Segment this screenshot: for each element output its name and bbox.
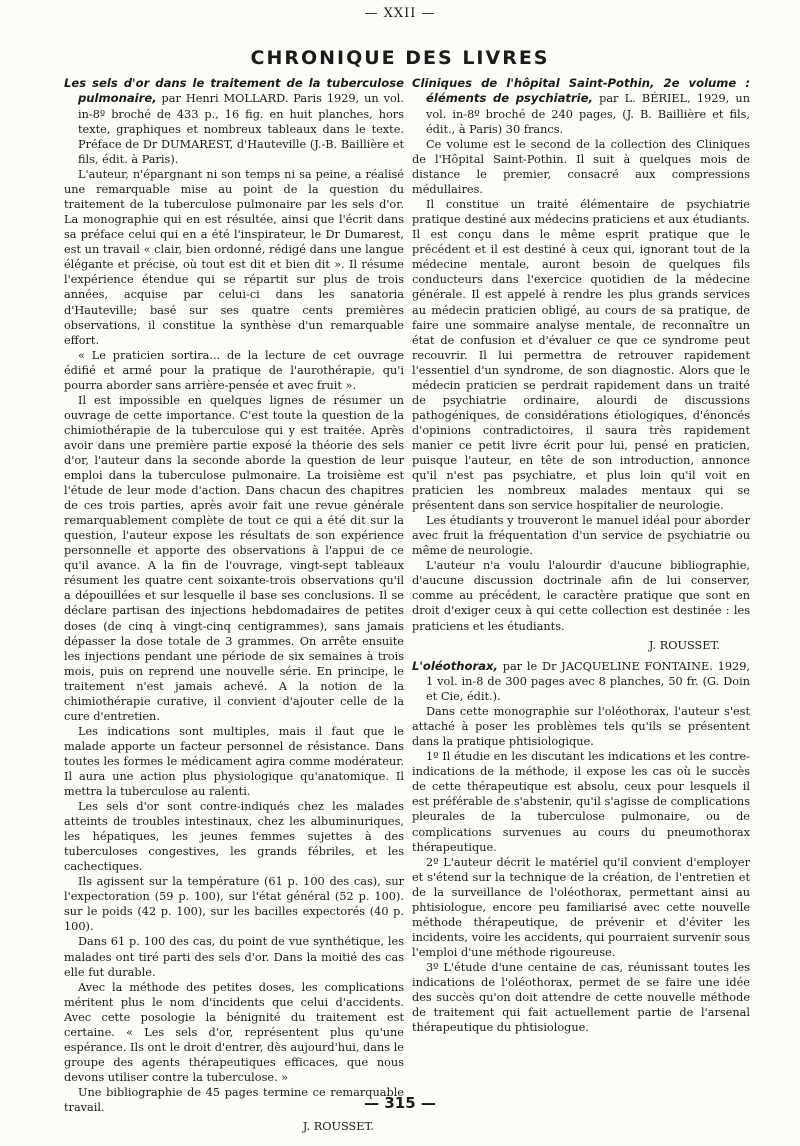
review-entry-saint-pothin bbox=[412, 76, 750, 137]
paragraph: Les sels d'or sont contre-indiqués chez les malades atteints de troubles intestinaux, chez les albuminuriques, les hépatiques, les jeunes femmes sujettes à des tuberculoses congestives, les grands fébriles, et les cachectiques. bbox=[64, 800, 404, 874]
paragraph: 1º Il étudie en les discutant les indications et les contre-indications de la méthode, il expose les cas où le succès de cette thérapeutique est absolu, ceux pour lesquels il est préférable de s'abstenir, qu'il s'agisse de complications pleurales de la tuberculose pulmonaire, ou de complications survenues au cours du pneumothorax thérapeutique. bbox=[412, 750, 750, 854]
left-column bbox=[64, 76, 404, 1134]
paragraph: Dans 61 p. 100 des cas, du point de vue synthétique, les malades ont tiré parti des sels d'or. Dans la moitié des cas elle fut durable. bbox=[64, 935, 404, 979]
paragraph: Ce volume est le second de la collection des Cliniques de l'Hôpital Saint-Pothin. Il suit à quelques mois de distance le premier, consacré aux compressions médullaires. bbox=[412, 138, 750, 197]
right-column bbox=[412, 76, 750, 1035]
review-entry-sels-dor bbox=[64, 76, 404, 167]
reviewer-signature: J. ROUSSET. bbox=[648, 638, 720, 652]
paragraph: L'auteur n'a voulu l'alourdir d'aucune bibliographie, d'aucune discussion doctrinale afin de lui conserver, comme au précédent, le caractère pratique que sont en droit d'exiger ceux à qui cette collection est destinée : les praticiens et les étudiants. bbox=[412, 559, 750, 633]
paragraph: Il est impossible en quelques lignes de résumer un ouvrage de cette importance. C'est toute la question de la chimiothérapie de la tuberculose qui y est traitée. Après avoir dans une première partie exposé la théorie des sels d'or, l'auteur dans la seconde aborde la question de leur emploi dans la tuberculose pulmonaire. La troisième est l'étude de leur mode d'action. Dans chacun des chapitres de ces trois parties, après avoir fait une revue générale remarquablement complète de tout ce qui a été dit sur la question, l'auteur expose les résultats de son expérience personnelle et apporte des observations à l'appui de ce qu'il avance. A la fin de l'ouvrage, vingt-sept tableaux résument les quatre cent soixante-trois observations qu'il a dépouillées et sur lesquelle il base ses conclusions. Il se déclare partisan des injections hebdomadaires de petites doses (de cinq à vingt-cinq centigrammes), sans jamais dépasser la dose totale de 3 grammes. On arrête ensuite les injections pendant une période de six semaines à trois mois, puis on reprend une nouvelle série. En principe, le traitement n'est jamais achevé. A la notion de la chimiothérapie curative, il convient d'ajouter celle de la cure d'entretien. bbox=[64, 393, 404, 723]
reviewer-signature: J. ROUSSET. bbox=[302, 1120, 374, 1134]
paragraph: L'auteur, n'épargnant ni son temps ni sa peine, a réalisé une remarquable mise au point de la question du traitement de la tuberculose pulmonaire par les sels d'or. La monographie qui en est résultée, ainsi que l'écrit dans sa préface celui qui en a été l'inspirateur, le Dr Dumarest, est un travail « clair, bien ordonné, rédigé dans une langue élégante et précise, où tout est dit et bien dit ». Il résume l'expérience étendue qui se répartit sur plus de trois années, acquise par celui-ci dans les sanatoria d'Hauteville; basé sur ses quatre cents premières observations, il constitue la synthèse d'un remarquable effort. bbox=[64, 168, 404, 347]
paragraph: 2º L'auteur décrit le matériel qu'il convient d'employer et s'étend sur la technique de la création, de l'entretien et de la surveillance de l'oléothorax, permettant ainsi au phtisiologue, encore peu familiarisé avec cette nouvelle méthode thérapeutique, de prévenir et d'éviter les incidents, voire les accidents, qui pourraient survenir sous l'emploi d'une méthode rigoureuse. bbox=[412, 855, 750, 959]
paragraph: Il constitue un traité élémentaire de psychiatrie pratique destiné aux médecins praticiens et aux étudiants. Il est conçu dans le même esprit pratique que le précédent et il est destiné à ceux qui, ignorant tout de la médecine mentale, auront besoin de quelques fils conducteurs dans l'exercice quotidien de la médecine générale. Il est appelé à rendre les plus grands services au médecin praticien obligé, au cours de sa pratique, de faire une sommaire analyse mentale, de reconnaître un état de confusion et d'évaluer ce que ce syndrome peut recouvrir. Il lui permettra de retrouver rapidement l'essentiel d'un syndrome, de son diagnostic. Alors que le médecin praticien se perdrait rapidement dans un traité de psychiatrie ordinaire, alourdi de discussions pathogéniques, de considérations étiologiques, d'énoncés d'opinions contradictoires, il saura très rapidement manier ce petit livre écrit pour lui, pensé en praticien, puisque l'auteur, en tête de son introduction, annonce qu'il n'est pas psychiatre, et plus loin qu'il voit en praticien les nombreux malades mentaux qui se présentent dans son service hospitalier de neurologie. bbox=[412, 198, 750, 513]
book-title: Cliniques de l'hôpital Saint-Pothin, 2e volume : éléments de psychiatrie, bbox=[412, 76, 750, 106]
review-entry-oleothorax bbox=[412, 659, 750, 705]
book-title: Les sels d'or dans le traitement de la tuberculose pulmonaire, bbox=[64, 76, 404, 106]
roman-page-number: — XXII — bbox=[364, 6, 436, 21]
paragraph: Avec la méthode des petites doses, les complications méritent plus le nom d'incidents que celui d'accidents. Avec cette posologie la bénignité du traitement est certaine. « Les sels d'or, représentent plus qu'une espérance. Ils ont le droit d'entrer, dès aujourd'hui, dans le groupe des agents thérapeutiques efficaces, que nous devons utiliser contre la tuberculose. » bbox=[64, 980, 404, 1084]
page-number: — 315 — bbox=[364, 1094, 436, 1112]
paragraph: « Le praticien sortira... de la lecture de cet ouvrage édifié et armé pour la pratique de l'aurothérapie, qu'i pourra aborder sans arrière-pensée et avec fruit ». bbox=[64, 348, 404, 392]
book-reference: par le Dr JACQUELINE FONTAINE. 1929, 1 vol. in-8 de 300 pages avec 8 planches, 50 fr. (G. Doin et Cie, édit.). bbox=[426, 659, 750, 704]
section-title: CHRONIQUE DES LIVRES bbox=[250, 47, 550, 69]
paragraph: 3º L'étude d'une centaine de cas, réunissant toutes les indications de l'oléothorax, permet de se faire une idée des succès qu'on doit attendre de cette nouvelle méthode de traitement qui fait actuellement partie de l'arsenal thérapeutique du phtisiologue. bbox=[412, 960, 750, 1035]
paragraph: Les étudiants y trouveront le manuel idéal pour aborder avec fruit la fréquentation d'un service de psychiatrie ou même de neurologie. bbox=[412, 514, 750, 558]
paragraph: Les indications sont multiples, mais il faut que le malade apporte un facteur personnel de résistance. Dans toutes les formes le médicament agira comme modérateur. Il aura une action plus physiologique qu'anatomique. Il mettra la tuberculose au ralenti. bbox=[64, 724, 404, 799]
book-reference: par L. BÉRIEL, 1929, un vol. in-8º broché de 240 pages, (J. B. Baillière et fils, édit., à Paris) 30 francs. bbox=[426, 92, 750, 136]
paragraph: Une bibliographie de 45 pages termine ce remarquable travail. bbox=[64, 1085, 404, 1114]
paragraph: Ils agissent sur la température (61 p. 100 des cas), sur l'expectoration (59 p. 100), sur l'état général (52 p. 100). sur le poids (42 p. 100), sur les bacilles expectorés (40 p. 100). bbox=[64, 875, 404, 934]
book-title: L'oléothorax, bbox=[412, 658, 498, 673]
book-reference: par Henri MOLLARD. Paris 1929, un vol. in-8º broché de 433 p., 16 fig. en huit planches, hors texte, graphiques et nombreux tableaux dans le texte. Préface de Dr DUMAREST, d'Hauteville (J.-B. Baillière et fils, édit. à Paris). bbox=[78, 92, 404, 167]
paragraph: Dans cette monographie sur l'oléothorax, l'auteur s'est attaché à poser les problèmes tels qu'ils se présentent dans la pratique phtisiologique. bbox=[412, 705, 750, 749]
